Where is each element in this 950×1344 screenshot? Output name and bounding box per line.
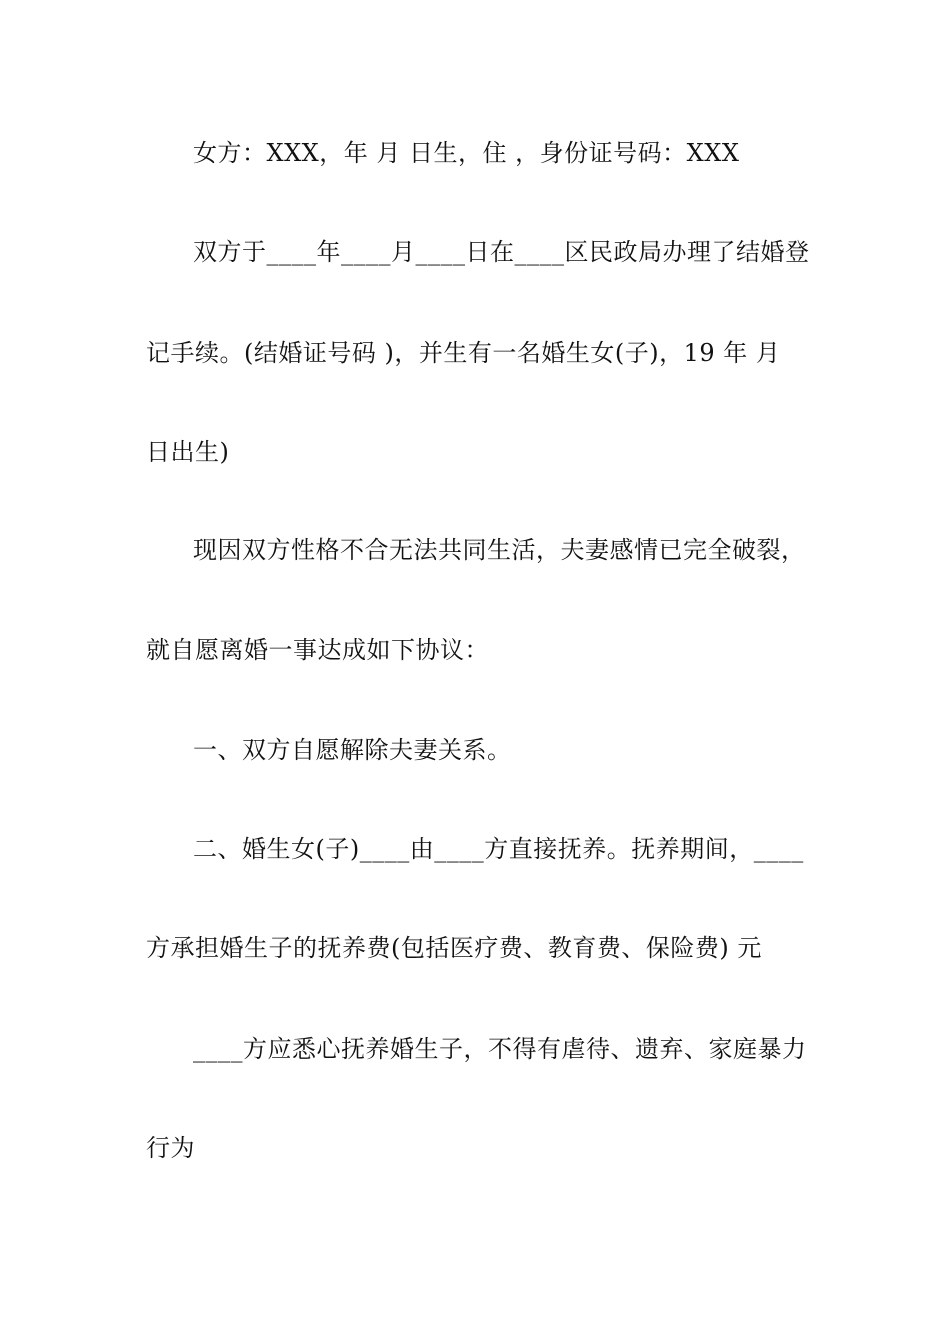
paragraph-marriage-registration: 双方于____年____月____日在____区民政局办理了结婚登: [193, 238, 810, 266]
paragraph-care-obligation-cont: 行为: [146, 1134, 195, 1162]
paragraph-female-party-info: 女方：XXX，年 月 日生，住 ，身份证号码：XXX: [193, 139, 740, 167]
paragraph-divorce-reason: 现因双方性格不合无法共同生活，夫妻感情已完全破裂，: [193, 536, 806, 564]
clause-two-cont: 方承担婚生子的抚养费(包括医疗费、教育费、保险费) 元: [146, 934, 762, 962]
paragraph-marriage-registration-cont: 记手续。(结婚证号码 )，并生有一名婚生女(子)，19 年 月: [146, 339, 781, 367]
clause-two: 二、婚生女(子)____由____方直接抚养。抚养期间，____: [193, 835, 804, 863]
paragraph-care-obligation: ____方应悉心抚养婚生子，不得有虐待、遗弃、家庭暴力: [193, 1035, 807, 1063]
paragraph-divorce-reason-cont: 就自愿离婚一事达成如下协议：: [146, 636, 489, 664]
paragraph-marriage-registration-end: 日出生): [146, 438, 230, 466]
clause-one: 一、双方自愿解除夫妻关系。: [193, 736, 512, 764]
